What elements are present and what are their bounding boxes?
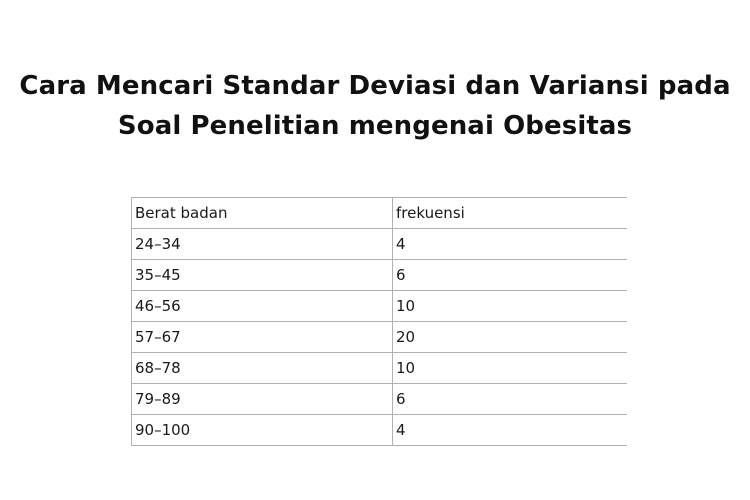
header-berat-badan: Berat badan	[132, 198, 393, 229]
table-row	[132, 260, 628, 291]
weight-range-cell: 35–45	[132, 260, 393, 291]
table-header-row	[132, 198, 628, 229]
table-row	[132, 353, 628, 384]
weight-range-cell: 79–89	[132, 384, 393, 415]
table-row	[132, 229, 628, 260]
frequency-table-container	[131, 197, 627, 446]
title-line-1: Cara Mencari Standar Deviasi dan Variansi pada	[19, 71, 731, 101]
header-frekuensi: frekuensi	[393, 198, 628, 229]
weight-range-cell: 24–34	[132, 229, 393, 260]
frequency-cell: 6	[393, 260, 628, 291]
frequency-cell: 20	[393, 322, 628, 353]
frequency-cell: 10	[393, 353, 628, 384]
table-row	[132, 415, 628, 446]
frequency-table	[131, 197, 627, 446]
table-row	[132, 322, 628, 353]
page-title	[0, 66, 750, 146]
table-row	[132, 291, 628, 322]
weight-range-cell: 90–100	[132, 415, 393, 446]
table-row	[132, 384, 628, 415]
frequency-cell: 4	[393, 229, 628, 260]
weight-range-cell: 57–67	[132, 322, 393, 353]
weight-range-cell: 68–78	[132, 353, 393, 384]
weight-range-cell: 46–56	[132, 291, 393, 322]
frequency-cell: 10	[393, 291, 628, 322]
title-line-2: Soal Penelitian mengenai Obesitas	[117, 111, 633, 141]
frequency-cell: 4	[393, 415, 628, 446]
frequency-cell: 6	[393, 384, 628, 415]
